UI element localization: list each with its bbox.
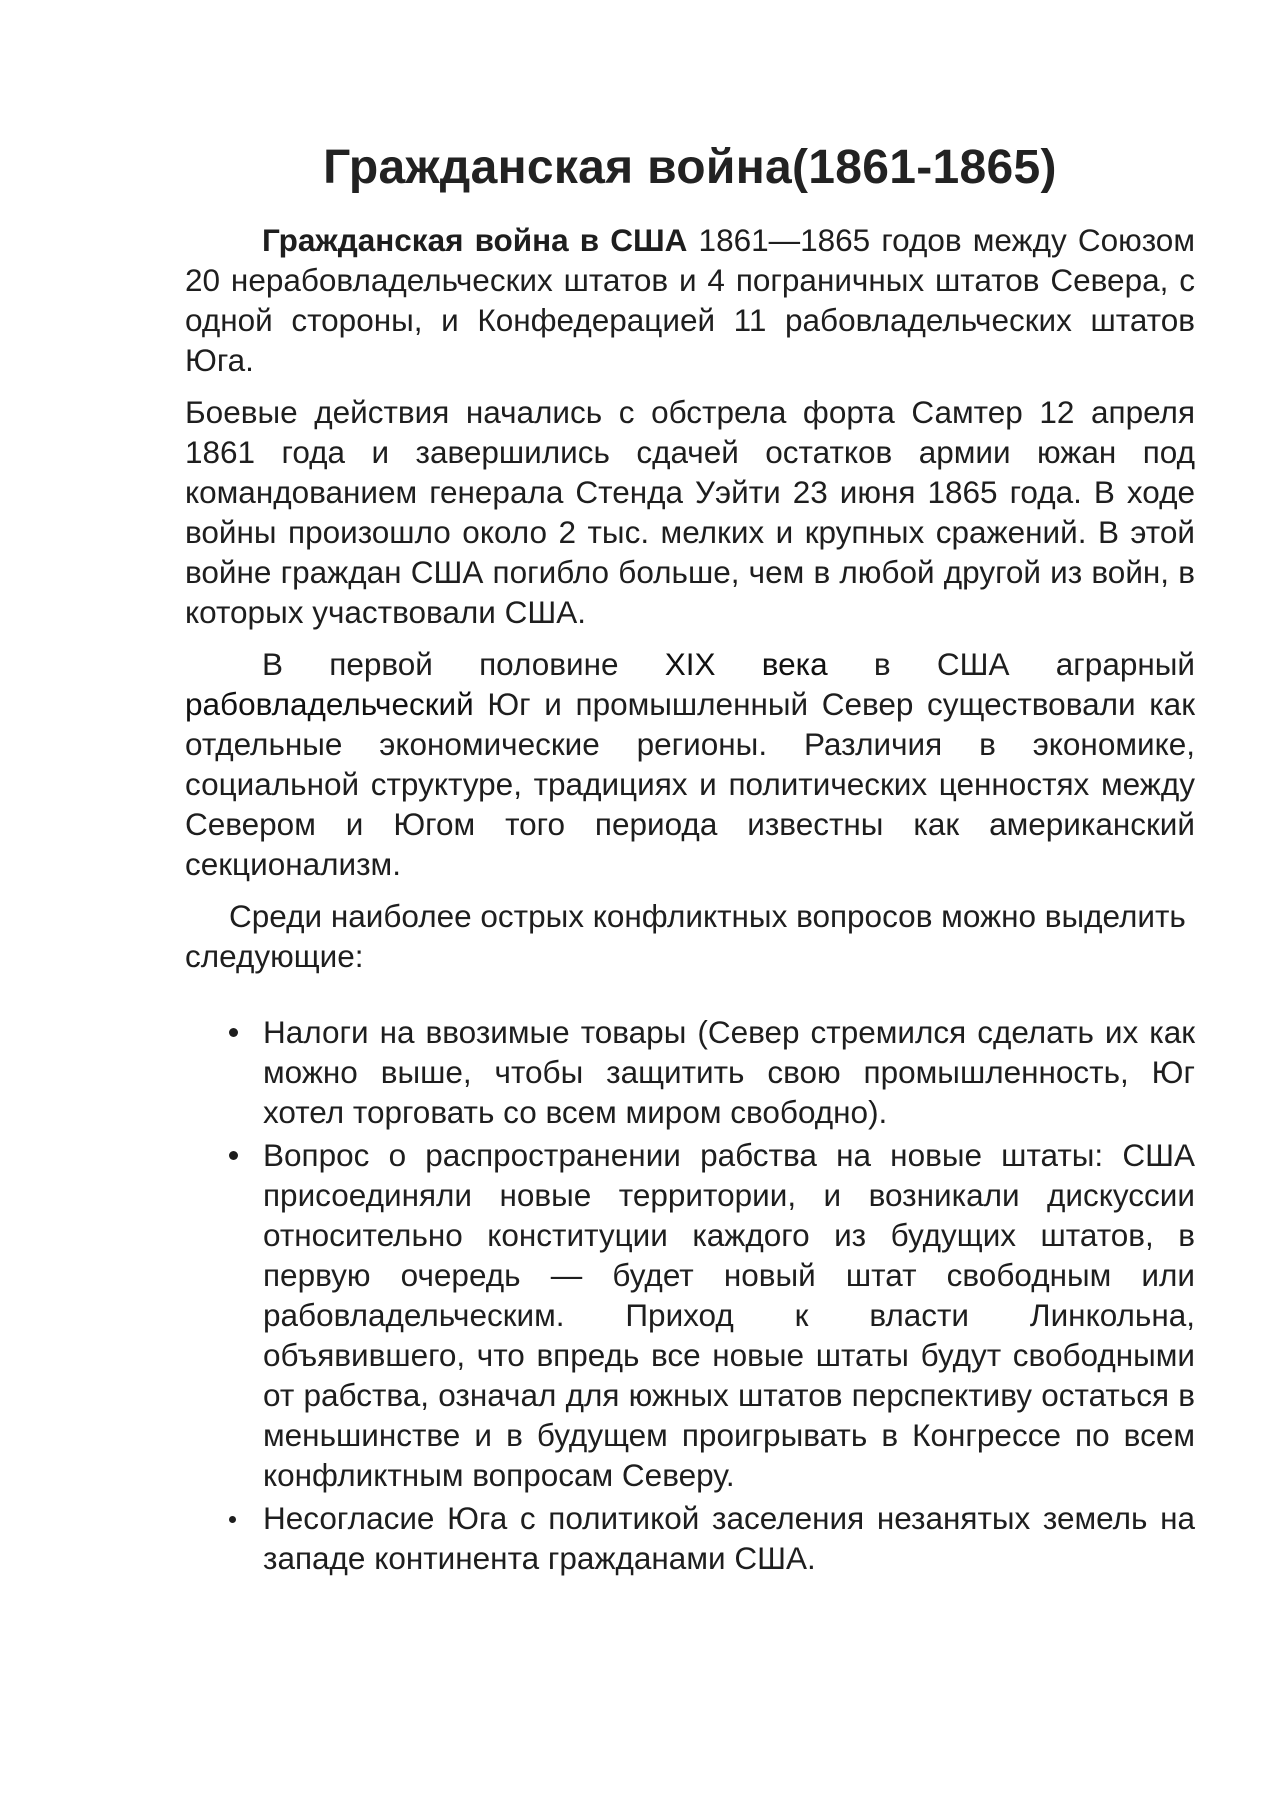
document-page bbox=[185, 130, 1195, 1581]
list-item bbox=[185, 1135, 1195, 1495]
bullet-icon bbox=[229, 1028, 238, 1037]
link-xix-century[interactable]: XIX века bbox=[664, 646, 828, 682]
page-title: Гражданская война(1861-1865) bbox=[323, 141, 1057, 194]
paragraph-intro bbox=[185, 220, 1195, 380]
list-item bbox=[185, 1498, 1195, 1578]
bullet-icon bbox=[229, 1516, 236, 1523]
sectionalism-text-2: в США аграрный bbox=[827, 646, 1195, 682]
intro-bold-term: Гражданская война в США bbox=[262, 222, 688, 258]
list-item-text: Вопрос о распространении рабства на новые штаты: США присоединяли новые территории, и возникали дискуссии относительно конституции каждого из будущих штатов, в первую очередь — будет новый штат свободным или рабовладельческим. Приход к власти Линкольна, объявившего, что впредь все новые штаты будут свободными от рабства, означал для южных штатов перспективу остаться в меньшинстве и в будущем проигрывать в Конгрессе по всем конфликтным вопросам Северу. bbox=[263, 1137, 1195, 1493]
list-item-text: Несогласие Юга с политикой заселения незанятых земель на западе континента гражданами США. bbox=[263, 1500, 1195, 1576]
list-item bbox=[185, 1012, 1195, 1132]
list-item-text: Налоги на ввозимые товары (Север стремился сделать их как можно выше, чтобы защитить свою промышленность, Юг хотел торговать со всем миром свободно). bbox=[263, 1014, 1195, 1130]
conflict-list bbox=[185, 1012, 1195, 1578]
paragraph-conflicts-intro: Среди наиболее острых конфликтных вопросов можно выделить следующие: bbox=[185, 898, 1186, 974]
sectionalism-text-1: В первой половине bbox=[262, 646, 665, 682]
bullet-icon bbox=[229, 1151, 238, 1160]
link-slaveholding[interactable]: рабовладельческий bbox=[185, 686, 474, 722]
paragraph-battles: Боевые действия начались с обстрела форта Самтер 12 апреля 1861 года и завершились сдачей остатков армии южан под командованием генерала Стенда Уэйти 23 июня 1865 года. В ходе войны произошло около 2 тыс. мелких и крупных сражений. В этой войне граждан США погибло больше, чем в любой другой из войн, в которых участвовали США. bbox=[185, 394, 1195, 630]
paragraph-sectionalism bbox=[185, 644, 1195, 884]
intro-text: 1861—1865 годов между Союзом 20 нерабовладельческих штатов и 4 пограничных штатов Севера, с одной стороны, и Конфедерацией 11 рабовладельческих штатов Юга. bbox=[185, 222, 1195, 378]
sectionalism-text-3: Юг и промышленный Север существовали как отдельные экономические регионы. Различия в экономике, социальной структуре, традициях и политических ценностях между Севером и Югом того периода известны как американский секционализм. bbox=[185, 686, 1195, 882]
